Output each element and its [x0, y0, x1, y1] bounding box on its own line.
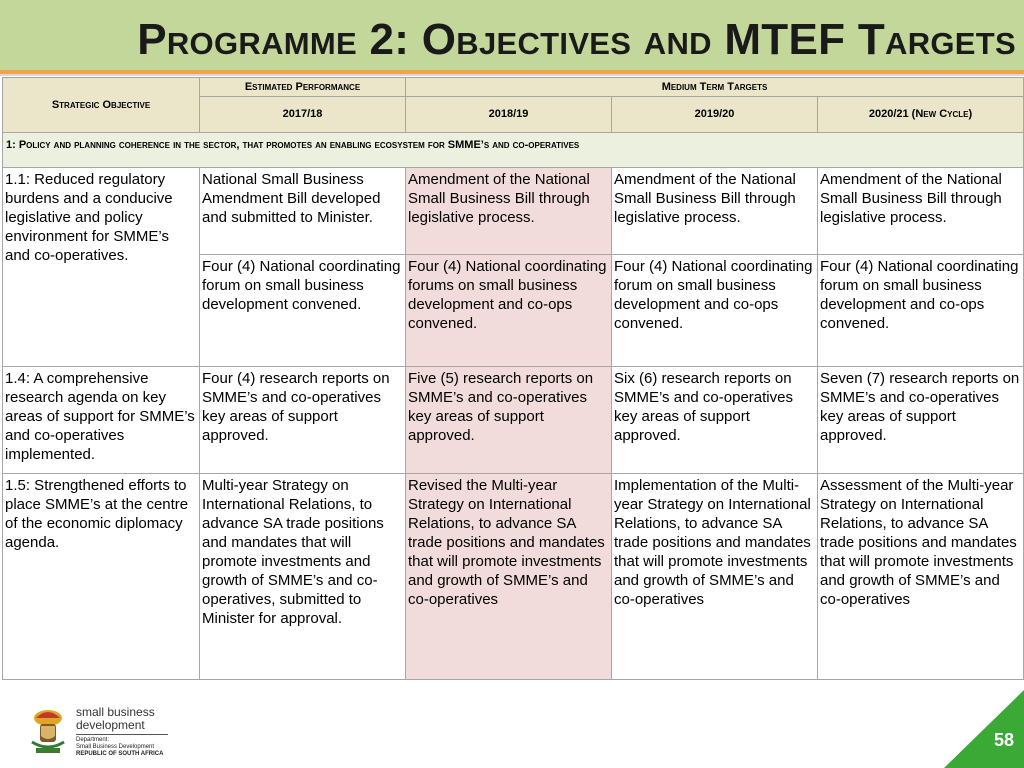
target-cell: Implementation of the Multi-year Strategy on International Relations, to advance SA trade positions and mandates that will promote investments and growth of SMME’s and co-operatives	[612, 474, 818, 680]
target-cell: Four (4) National coordinating forum on small business development and co-ops convened.	[612, 255, 818, 367]
target-cell: Revised the Multi-year Strategy on International Relations, to advance SA trade positions and mandates that will promote investments and growth of SMME’s and co-operatives	[406, 474, 612, 680]
page-corner-shape	[944, 690, 1024, 768]
target-cell: Four (4) research reports on SMME’s and co-operatives key areas of support approved.	[200, 367, 406, 474]
objective-cell: 1.5: Strengthened efforts to place SMME’s at the centre of the economic diplomacy agenda.	[3, 474, 200, 680]
target-cell: Four (4) National coordinating forum on small business development and co-ops convened.	[818, 255, 1024, 367]
logo-dept: Department:	[76, 737, 110, 743]
target-cell: Four (4) National coordinating forum on small business development convened.	[200, 255, 406, 367]
header-year: 2018/19	[406, 97, 612, 133]
logo-divider	[76, 734, 168, 735]
logo-country: REPUBLIC OF SOUTH AFRICA	[76, 751, 164, 757]
header-estimated-performance: Estimated Performance	[200, 78, 406, 97]
target-cell: Five (5) research reports on SMME’s and co-operatives key areas of support approved.	[406, 367, 612, 474]
table-row	[3, 168, 1024, 255]
logo-line2: development	[76, 718, 145, 732]
section-row: 1: Policy and planning coherence in the sector, that promotes an enabling ecosystem for SMME’s and co-operatives	[3, 133, 1024, 168]
objective-cell: 1.4: A comprehensive research agenda on key areas of support for SMME’s and co-operatives implemented.	[3, 367, 200, 474]
logo-dept-name: Small Business Development	[76, 744, 155, 750]
table-row	[3, 367, 1024, 474]
targets-table	[2, 77, 1024, 680]
divider	[0, 74, 1024, 76]
target-cell: Six (6) research reports on SMME’s and co-operatives key areas of support approved.	[612, 367, 818, 474]
header-year: 2020/21 (New Cycle)	[818, 97, 1024, 133]
department-logo	[28, 704, 218, 764]
objective-cell: 1.1: Reduced regulatory burdens and a conducive legislative and policy environment for SMME’s and co-operatives.	[3, 168, 200, 367]
target-cell: Amendment of the National Small Business Bill through legislative process.	[406, 168, 612, 255]
header-year: 2017/18	[200, 97, 406, 133]
table-row	[3, 474, 1024, 680]
header-medium-term-targets: Medium Term Targets	[406, 78, 1024, 97]
target-cell: Assessment of the Multi-year Strategy on International Relations, to advance SA trade positions and mandates that will promote investments and growth of SMME’s and co-operatives	[818, 474, 1024, 680]
target-cell: Four (4) National coordinating forums on small business development and co-ops convened.	[406, 255, 612, 367]
header-strategic-objective: Strategic Objective	[3, 78, 200, 133]
coat-of-arms-icon	[28, 704, 68, 760]
page-number-badge	[944, 690, 1024, 768]
page-title: Programme 2: Objectives and MTEF Targets	[137, 15, 1016, 64]
target-cell: Amendment of the National Small Business Bill through legislative process.	[612, 168, 818, 255]
target-cell: Multi-year Strategy on International Relations, to advance SA trade positions and mandates that will promote investments and growth of SMME’s and co-operatives, submitted to Minister for approval.	[200, 474, 406, 680]
target-cell: Amendment of the National Small Business Bill through legislative process.	[818, 168, 1024, 255]
target-cell: Seven (7) research reports on SMME’s and co-operatives key areas of support approved.	[818, 367, 1024, 474]
page-number: 58	[993, 730, 1014, 750]
logo-line1: small business	[76, 705, 155, 719]
header-year: 2019/20	[612, 97, 818, 133]
target-cell: National Small Business Amendment Bill developed and submitted to Minister.	[200, 168, 406, 255]
